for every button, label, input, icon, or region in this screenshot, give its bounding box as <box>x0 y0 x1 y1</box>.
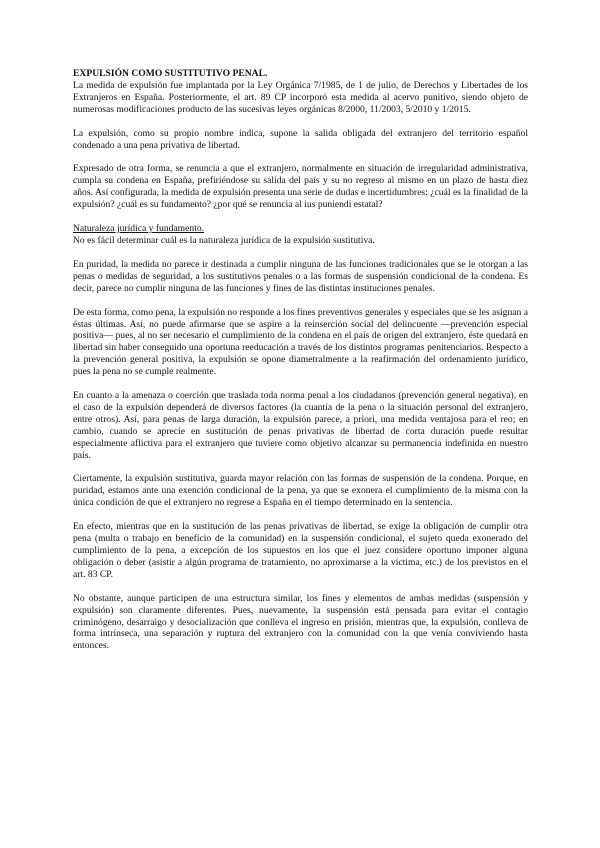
section-heading: Naturaleza jurídica y fundamento. <box>73 223 205 235</box>
section-intro: No es fácil determinar cuál es la naturaleza jurídica de la expulsión sustitutiva. <box>73 234 375 246</box>
document-title: EXPULSIÓN COMO SUSTITUTIVO PENAL. <box>73 68 268 79</box>
paragraph-4: De esta forma, como pena, la expulsión no responde a los fines preventivos generales y especiales que se les asignan a éstas últimas. Así, no puede afirmarse que se aspire a la reinserción social del delincuente —prevención especial positiva— pues, al no ser necesario el cumplimiento de la condena en el país de origen del extranjero, éste quedará en libertad sin haber conseguido una oportuna reeducación a través de los distintos programas penitenciarios. Respecto a la prevención general positiva, la expulsión se opone diametralmente a la reafirmación del ordenamiento jurídico, pues la pena no se cumple realmente. <box>73 306 528 378</box>
intro-paragraph: La medida de expulsión fue implantada por la Ley Orgánica 7/1985, de 1 de julio, de Derechos y Libertades de los Extranjeros en España. Posteriormente, el art. 89 CP incorporó esta medida al acervo punitivo, siendo objeto de numerosas modificaciones producto de las sucesivas leyes orgánicas 8/2000, 11/2003, 5/2010 y 1/2015. <box>73 79 528 115</box>
paragraph-6: Ciertamente, la expulsión sustitutiva, guarda mayor relación con las formas de suspensión de la condena. Porque, en puridad, estamos ante una exención condicional de la pena, ya que se exonera el cumplimiento de la misma con la única condición de que el extranjero no regrese a España en el tiempo determinado en la sentencia. <box>73 473 528 509</box>
paragraph-5: En cuanto a la amenaza o coerción que traslada toda norma penal a los ciudadanos (prevención general negativa), en el caso de la expulsión dependerá de diversos factores (la cuantía de la pena o la situación personal del extranjero, entre otros). Así, para penas de larga duración, la expulsión parece, a priori, una medida ventajosa para el reo; en cambio, cuando se aprecie en sustitución de penas privativas de libertad de corta duración puede resultar especialmente aflictiva para el extranjero que tuviere como objetivo alcanzar su permanencia indefinida en nuestro país. <box>73 390 528 461</box>
document-page <box>73 68 528 664</box>
paragraph-8: No obstante, aunque participen de una estructura similar, los fines y elementos de ambas medidas (suspensión y expulsión) son claramente diferentes. Pues, nuevamente, la suspensión está pensada para evitar el contagio criminógeno, desarraigo y desocialización que conlleva el ingreso en prisión, mientras que, la expulsión, conlleva de forma intrínseca, una separación y ruptura del extranjero con la comunidad con la que venía conviviendo hasta entonces. <box>73 592 528 652</box>
paragraph-1: La expulsión, como su propio nombre indica, supone la salida obligada del extranjero del territorio español condenado a una pena privativa de libertad. <box>73 127 528 151</box>
paragraph-7: En efecto, mientras que en la sustitución de las penas privativas de libertad, se exige la obligación de cumplir otra pena (multa o trabajo en beneficio de la comunidad) en la suspensión condicional, el sujeto queda exonerado del cumplimiento de la pena, a excepción de los supuestos en los que el juez considere oportuno imponer alguna obligación o deber (asistir a algún programa de tratamiento, no aproximarse a la víctima, etc.) de los previstos en el art. 83 CP. <box>73 521 528 580</box>
paragraph-3: En puridad, la medida no parece ir destinada a cumplir ninguna de las funciones tradicionales que se le otorgan a las penas o medidas de seguridad, a los sustitutivos penales o a las formas de suspensión condicional de la condena. Es decir, parece no cumplir ninguna de las funciones y fines de las distintas instituciones penales. <box>73 258 528 294</box>
paragraph-2: Expresado de otra forma, se renuncia a que el extranjero, normalmente en situación de irregularidad administrativa, cumpla su condena en España, prefiriéndose su salida del país y su no regreso al mismo en un plazo de hasta diez años. Así configurada, la medida de expulsión presenta una serie de dudas e incertidumbres: ¿cuál es la finalidad de la expulsión? ¿cuál es su fundamento? ¿por qué se renuncia al ius puniendi estatal? <box>73 163 528 211</box>
